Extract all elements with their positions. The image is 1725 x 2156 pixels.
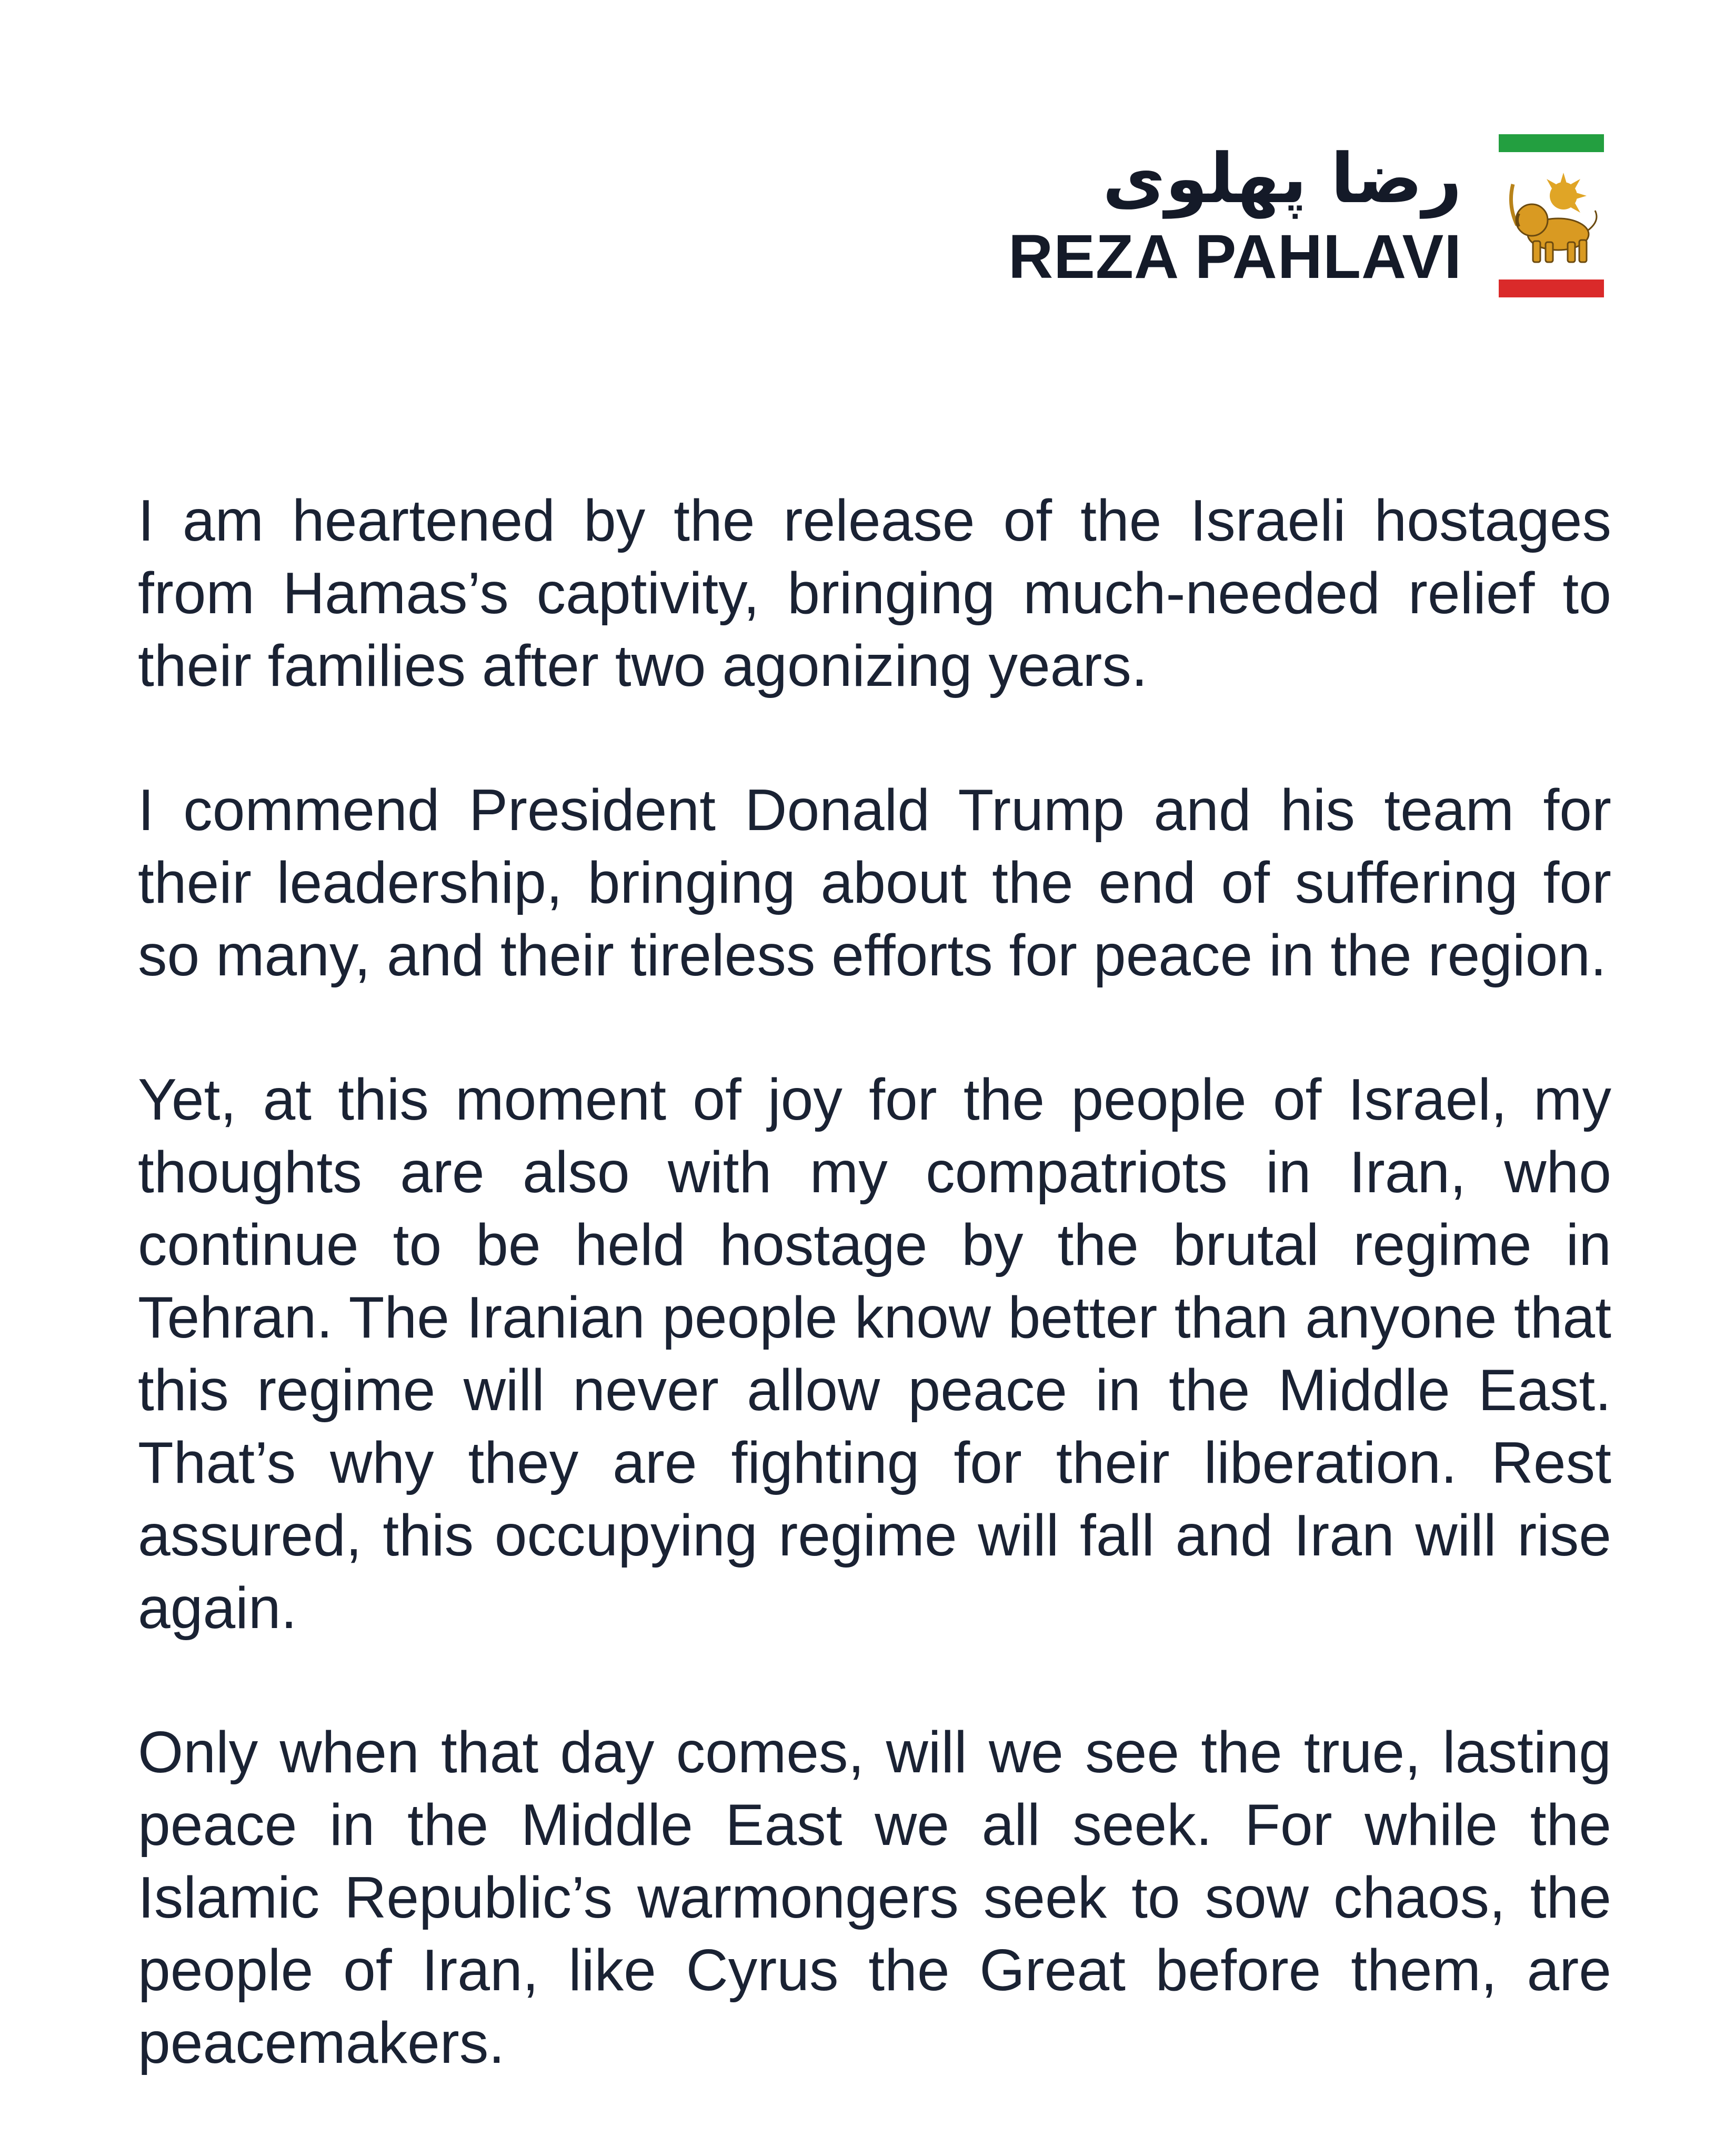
name-persian: رضا پهلوی [1102,138,1462,218]
statement-paragraph-4: Only when that day comes, will we see the true, lasting peace in the Middle East we all seek. For while the Islamic Republic’s warmongers seek to sow chaos, the people of Iran, like Cyrus the Great before them, are peacemakers. [138,1720,1611,2075]
statement-paragraph-1: I am heartened by the release of the Israeli hostages from Hamas’s captivity, bringing much-needed relief to their families after two agonizing years. [138,488,1611,698]
statement-paragraph-3: Yet, at this moment of joy for the people of Israel, my thoughts are also with my compatriots in Iran, who continue to be held hostage by the brutal regime in Tehran. The Iranian people know better than anyone that this regime will never allow peace in the Middle East. That’s why they are fighting for their liberation. Rest assured, this occupying regime will fall and Iran will rise again. [138,1067,1611,1641]
flag-emblem [1499,134,1604,297]
red-stripe [1499,280,1604,297]
statement-paragraph-2: I commend President Donald Trump and his team for their leadership, bringing about the end of suffering for so many, and their tireless efforts for peace in the region. [138,777,1611,988]
lion-and-sun-icon [1501,163,1601,268]
green-stripe [1499,134,1604,152]
statement-body [138,484,1611,2079]
header-logo [1008,134,1604,297]
name-block [1008,138,1462,292]
name-english: REZA PAHLAVI [1008,222,1462,292]
